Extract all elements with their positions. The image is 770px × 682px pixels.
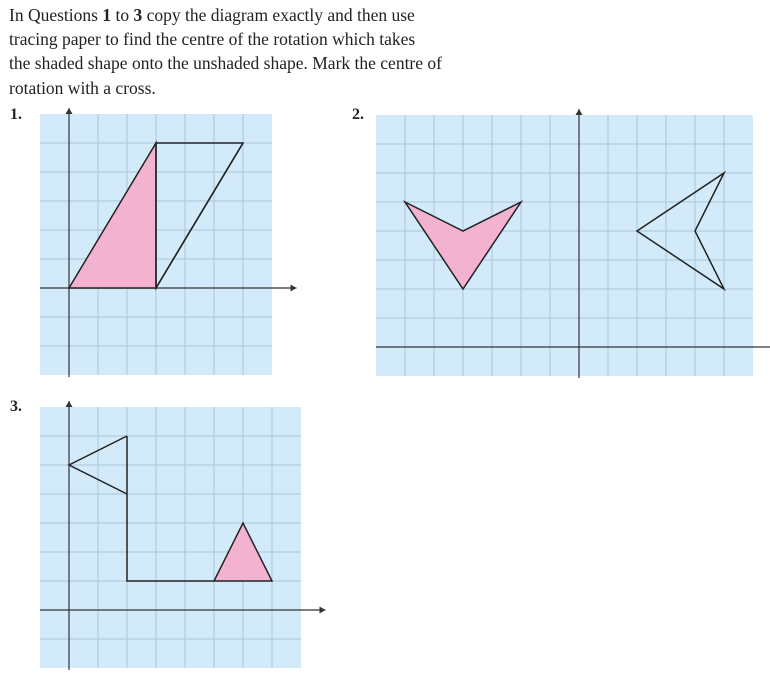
instruction-text: rotation with a cross. bbox=[9, 77, 156, 98]
instruction-text: the shaded shape onto the unshaded shape. Mark the centre of bbox=[9, 53, 442, 74]
instruction-text: copy the diagram exactly and then use bbox=[142, 5, 415, 25]
instruction-text: tracing paper to find the centre of the rotation which takes bbox=[9, 29, 416, 50]
question-2-number: 2. bbox=[352, 106, 364, 123]
y-axis-arrow bbox=[66, 401, 73, 407]
x-axis-arrow bbox=[320, 607, 326, 614]
instruction-text: to bbox=[111, 5, 134, 25]
instruction-text: In Questions bbox=[9, 5, 103, 25]
question-ref-end: 3 bbox=[133, 5, 143, 25]
question-3-number: 3. bbox=[10, 398, 22, 415]
question-ref-start: 1 bbox=[102, 5, 112, 25]
question-1-number: 1. bbox=[10, 106, 22, 123]
grid-background bbox=[40, 407, 301, 668]
